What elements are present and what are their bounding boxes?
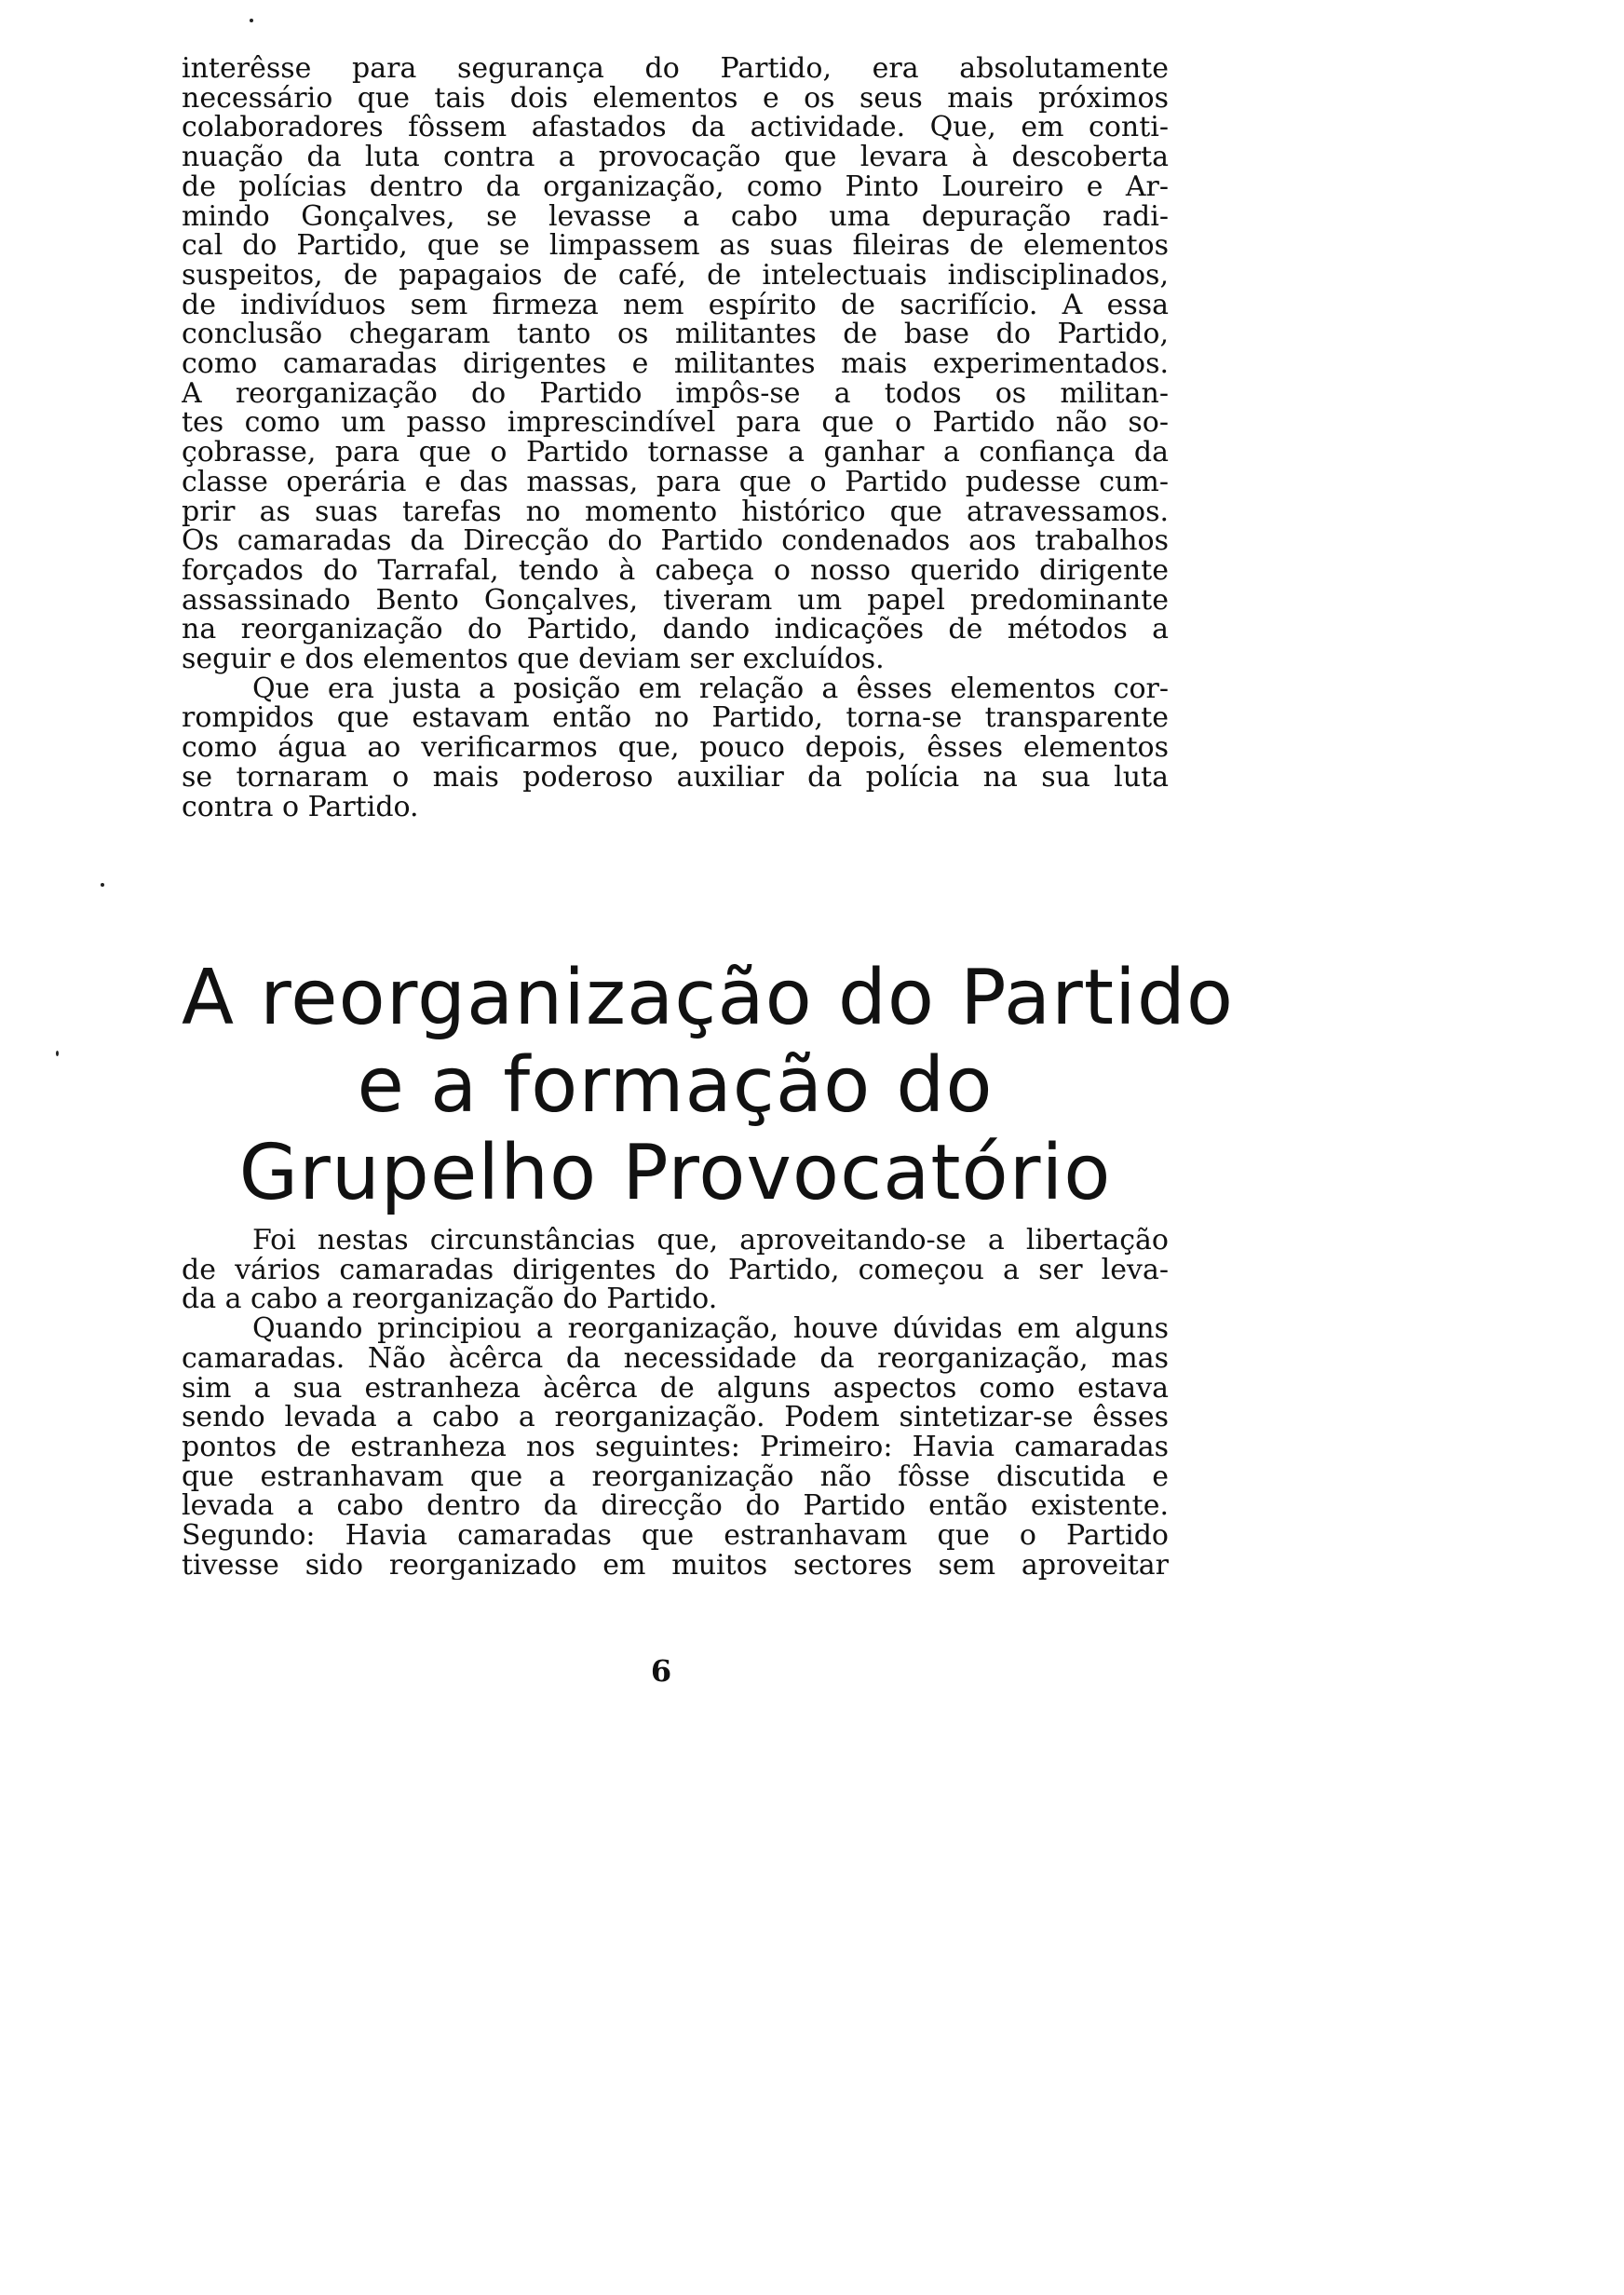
- text-line: tivesse sido reorganizado em muitos sectores sem aproveitar: [182, 1550, 1169, 1581]
- text-line: na reorganização do Partido, dando indicações de métodos a: [182, 615, 1169, 645]
- text-line: prir as suas tarefas no momento histórico que atravessamos.: [182, 496, 1169, 527]
- text-line: que estranhavam que a reorganização não fôsse discutida e: [182, 1461, 1169, 1492]
- text-line: de indivíduos sem firmeza nem espírito de sacrifício. A essa: [182, 290, 1169, 320]
- text-line: conclusão chegaram tanto os militantes de base do Partido,: [182, 319, 1169, 350]
- text-line: tes como um passo imprescindível para que o Partido não so-: [182, 408, 1169, 439]
- section-heading: [182, 954, 1235, 1217]
- text-line: sendo levada a cabo a reorganização. Podem sintetizar-se êsses: [182, 1403, 1169, 1433]
- text-line: classe operária e das massas, para que o Partido pudesse cum-: [182, 467, 1169, 497]
- page-number: 6: [650, 1653, 672, 1689]
- text-line: nuação da luta contra a provocação que levara à descoberta: [182, 143, 1169, 172]
- ink-speck: [56, 1051, 59, 1056]
- text-line: forçados do Tarrafal, tendo à cabeça o nosso querido dirigente: [182, 555, 1169, 586]
- text-line: pontos de estranheza nos seguintes: Primeiro: Havia camaradas: [182, 1432, 1169, 1462]
- text-line: como água ao verificarmos que, pouco depois, êsses elementos: [182, 733, 1169, 763]
- heading-line: Grupelho Provocatório: [238, 1129, 1112, 1217]
- text-block-bottom: [182, 1226, 1169, 1580]
- ink-speck: [250, 19, 253, 22]
- text-line: seguir e dos elementos que deviam ser excluídos.: [182, 645, 885, 674]
- text-line: se tornaram o mais poderoso auxiliar da polícia na sua luta: [182, 762, 1169, 793]
- text-line: çobrasse, para que o Partido tornasse a ganhar a confiança da: [182, 438, 1169, 468]
- heading-line: A reorganização do Partido: [182, 954, 1235, 1042]
- text-line: interêsse para segurança do Partido, era absolutamente: [182, 54, 1169, 84]
- text-line: suspeitos, de papagaios de café, de intelectuais indisciplinados,: [182, 260, 1169, 291]
- text-line: de vários camaradas dirigentes do Partido, começou a ser leva-: [182, 1255, 1169, 1285]
- text-line: Que era justa a posição em relação a êsses elementos cor-: [252, 673, 1169, 704]
- text-line: cal do Partido, que se limpassem as suas fileiras de elementos: [182, 231, 1169, 261]
- text-line: rompidos que estavam então no Partido, torna-se transparente: [182, 703, 1169, 734]
- text-line: sim a sua estranheza àcêrca de alguns aspectos como estava: [182, 1373, 1169, 1404]
- text-line: assassinado Bento Gonçalves, tiveram um papel predominante: [182, 585, 1169, 616]
- text-line: Foi nestas circunstâncias que, aproveitando-se a libertação: [252, 1226, 1169, 1256]
- text-line: Segundo: Havia camaradas que estranhavam que o Partido: [182, 1521, 1169, 1551]
- text-line: contra o Partido.: [182, 792, 419, 822]
- text-line: da a cabo a reorganização do Partido.: [182, 1284, 718, 1315]
- text-line: necessário que tais dois elementos e os seus mais próximos: [182, 83, 1169, 114]
- text-line: como camaradas dirigentes e militantes mais experimentados.: [182, 349, 1169, 379]
- text-line: levada a cabo dentro da direcção do Partido então existente.: [182, 1491, 1169, 1522]
- text-line: camaradas. Não àcêrca da necessidade da reorganização, mas: [182, 1343, 1169, 1374]
- text-line: Os camaradas da Direcção do Partido condenados aos trabalhos: [182, 526, 1169, 556]
- text-line: Quando principiou a reorganização, houve dúvidas em alguns: [252, 1314, 1169, 1344]
- text-line: de polícias dentro da organização, como Pinto Loureiro e Ar-: [182, 171, 1169, 202]
- text-line: A reorganização do Partido impôs-se a todos os militan-: [182, 378, 1169, 409]
- ink-speck: [101, 883, 104, 887]
- text-line: mindo Gonçalves, se levasse a cabo uma depuração radi-: [182, 201, 1169, 232]
- heading-line: e a formação do: [357, 1041, 994, 1130]
- text-line: colaboradores fôssem afastados da actividade. Que, em conti-: [182, 113, 1169, 143]
- text-block-top: [182, 54, 1169, 822]
